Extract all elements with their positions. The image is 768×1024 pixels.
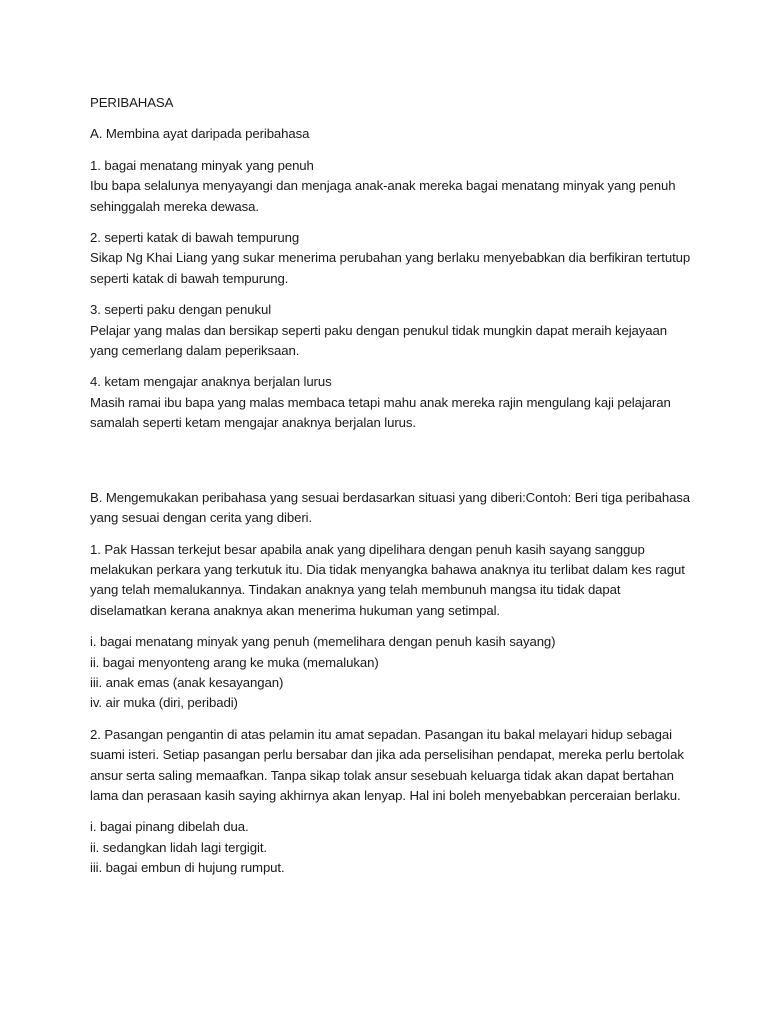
proverb-heading: 1. bagai menatang minyak yang penuh xyxy=(90,157,314,173)
answer-item: i. bagai pinang dibelah dua. xyxy=(90,819,249,835)
proverb-heading: 4. ketam mengajar anaknya berjalan lurus xyxy=(90,374,332,390)
section-a-item-1 xyxy=(90,156,690,217)
example-sentence-line: Masih ramai ibu bapa yang malas membaca tetapi mahu anak mereka rajin mengulang kaji pelajaran xyxy=(90,394,671,410)
section-a-item-3 xyxy=(90,300,690,361)
answer-item: iii. bagai embun di hujung rumput. xyxy=(90,860,285,876)
proverb-heading: 2. seperti katak di bawah tempurung xyxy=(90,230,300,246)
example-sentence-line: Ibu bapa selalunya menyayangi dan menjaga anak-anak mereka bagai menatang minyak yang penuh xyxy=(90,178,676,194)
section-b-heading: B. Mengemukakan peribahasa yang sesuai berdasarkan situasi yang diberi:Contoh: Beri tiga peribahasa yang sesuai dengan cerita yang diberi. xyxy=(90,489,691,526)
proverb-heading: 3. seperti paku dengan penukul xyxy=(90,302,272,318)
situation-1-answers xyxy=(90,632,690,714)
section-a-heading: A. Membina ayat daripada peribahasa xyxy=(90,126,310,142)
answer-item: i. bagai menatang minyak yang penuh (memelihara dengan penuh kasih sayang) xyxy=(90,634,556,650)
section-a-item-4 xyxy=(90,372,690,433)
answer-item: ii. sedangkan lidah lagi tergigit. xyxy=(90,839,267,855)
answer-item: iii. anak emas (anak kesayangan) xyxy=(90,674,284,690)
section-a-item-2 xyxy=(90,228,690,289)
example-sentence-line: yang cemerlang dalam peperiksaan. xyxy=(90,343,300,359)
example-sentence-line: Sikap Ng Khai Liang yang sukar menerima perubahan yang berlaku menyebabkan dia berfikiran tertutup xyxy=(90,250,691,266)
example-sentence-line: seperti katak di bawah tempurung. xyxy=(90,270,289,286)
document-body xyxy=(90,93,690,890)
situation-2-text: 2. Pasangan pengantin di atas pelamin itu amat sepadan. Pasangan itu bakal melayari hidup sebagai suami isteri. Setiap pasangan perlu bersabar dan jika ada perselisihan pendapat, mereka perlu bertolak ansur serta saling memaafkan. Tanpa sikap tolak ansur sesebuah keluarga tidak akan dapat bertahan lama dan perasaan kasih saying akhirnya akan lenyap. Hal ini boleh menyebabkan perceraian berlaku. xyxy=(90,726,684,803)
situation-2-answers xyxy=(90,817,690,878)
answer-item: ii. bagai menyonteng arang ke muka (memalukan) xyxy=(90,654,379,670)
answer-item: iv. air muka (diri, peribadi) xyxy=(90,695,238,711)
document-title: PERIBAHASA xyxy=(90,95,174,110)
situation-1-text: 1. Pak Hassan terkejut besar apabila anak yang dipelihara dengan penuh kasih sayang sanggup melakukan perkara yang terkutuk itu. Dia tidak menyangka bahawa anaknya itu terlibat dalam kes ragut yang telah memalukannya. Tindakan anaknya yang telah membunuh mangsa itu tidak dapat diselamatkan kerana anaknya akan menerima hukuman yang setimpal. xyxy=(90,541,685,618)
example-sentence-line: Pelajar yang malas dan bersikap seperti paku dengan penukul tidak mungkin dapat meraih kejayaan xyxy=(90,322,667,338)
example-sentence-line: samalah seperti ketam mengajar anaknya berjalan lurus. xyxy=(90,415,416,431)
example-sentence-line: sehinggalah mereka dewasa. xyxy=(90,198,259,214)
